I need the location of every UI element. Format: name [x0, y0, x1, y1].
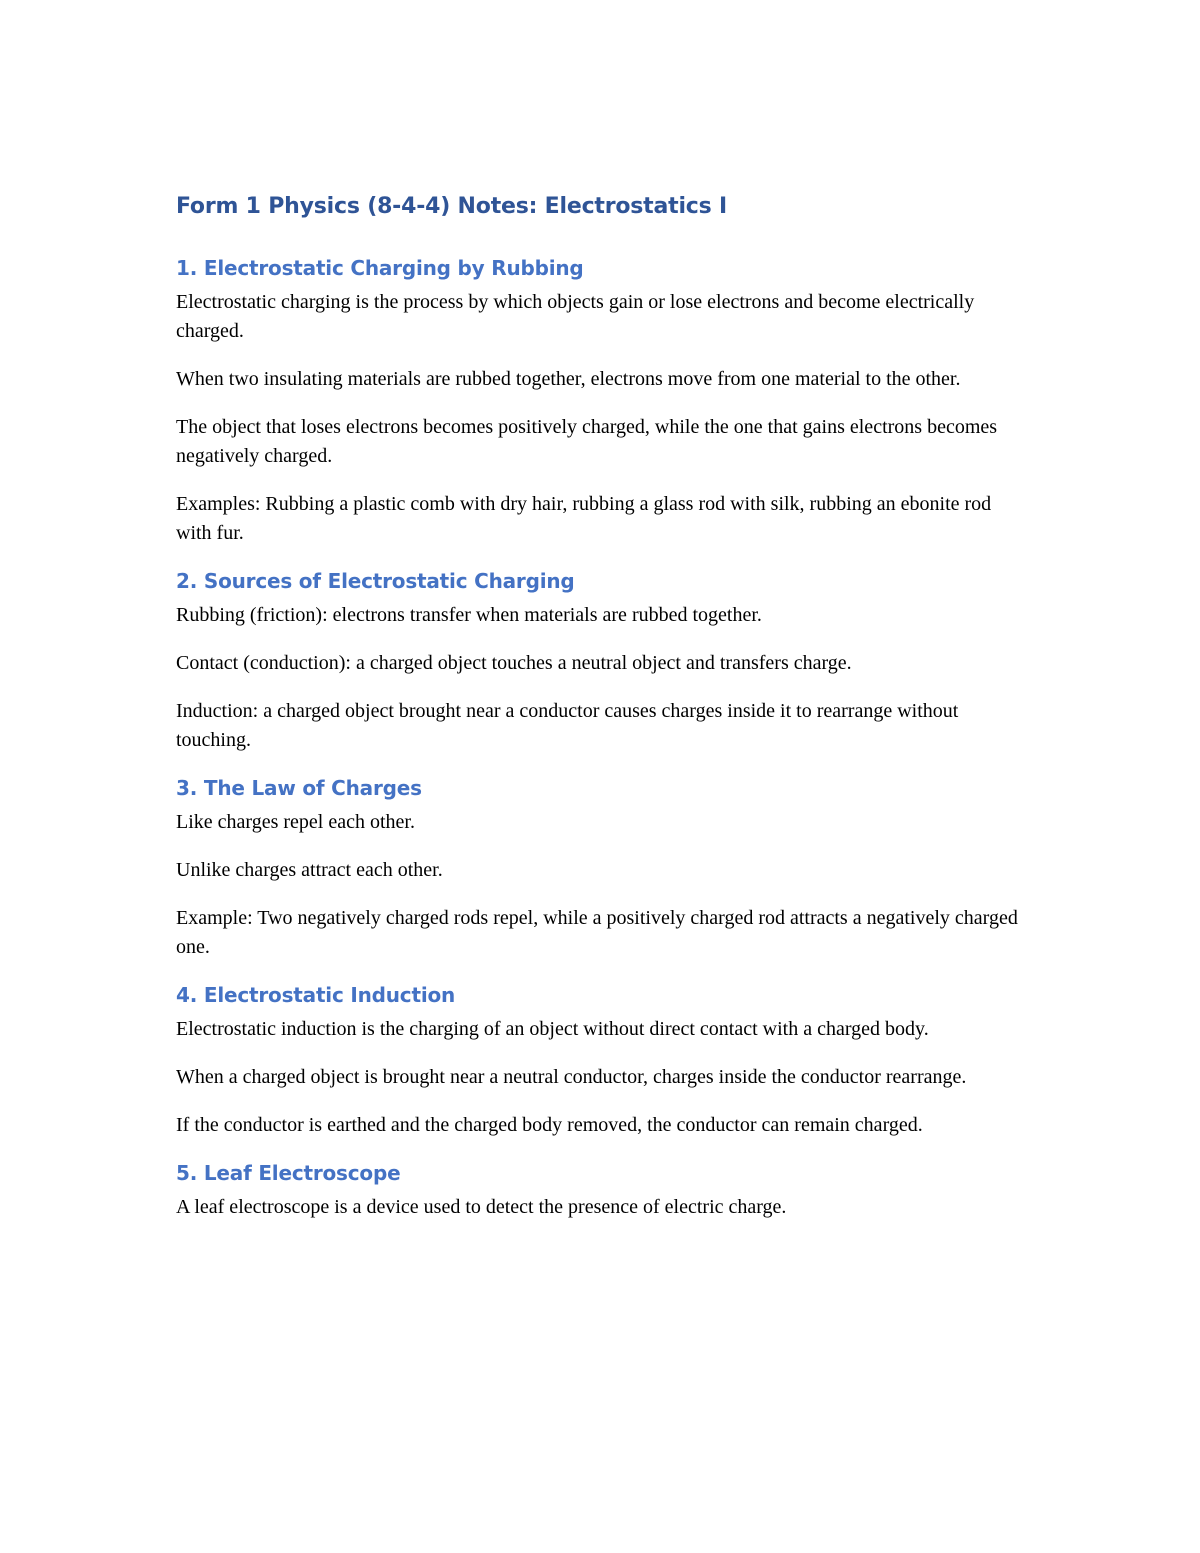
paragraph: If the conductor is earthed and the charged body removed, the conductor can remain charged. — [176, 1114, 923, 1136]
paragraph: Electrostatic induction is the charging of an object without direct contact with a charged body. — [176, 1018, 929, 1040]
paragraph: Electrostatic charging is the process by which objects gain or lose electrons and become electrically charged. — [176, 291, 975, 342]
section-electrostatic-induction — [176, 981, 1026, 1140]
paragraph: Rubbing (friction): electrons transfer when materials are rubbed together. — [176, 604, 762, 626]
section-law-of-charges — [176, 774, 1026, 962]
section-heading: 3. The Law of Charges — [176, 776, 422, 800]
section-heading: 5. Leaf Electroscope — [176, 1161, 401, 1185]
section-heading: 2. Sources of Electrostatic Charging — [176, 569, 575, 593]
paragraph: A leaf electroscope is a device used to detect the presence of electric charge. — [176, 1196, 787, 1218]
paragraph: Example: Two negatively charged rods repel, while a positively charged rod attracts a negatively charged one. — [176, 907, 1018, 958]
section-heading: 1. Electrostatic Charging by Rubbing — [176, 256, 584, 280]
paragraph: Contact (conduction): a charged object touches a neutral object and transfers charge. — [176, 652, 852, 674]
section-charging-by-rubbing — [176, 254, 1026, 548]
section-leaf-electroscope — [176, 1159, 1026, 1222]
paragraph: Examples: Rubbing a plastic comb with dry hair, rubbing a glass rod with silk, rubbing an ebonite rod with fur. — [176, 493, 992, 544]
section-sources-of-charging — [176, 567, 1026, 755]
document-title: Form 1 Physics (8-4-4) Notes: Electrostatics I — [176, 194, 727, 219]
paragraph: When two insulating materials are rubbed together, electrons move from one material to the other. — [176, 368, 961, 390]
paragraph: The object that loses electrons becomes positively charged, while the one that gains electrons becomes negatively charged. — [176, 416, 998, 467]
document-body — [176, 190, 1026, 1241]
paragraph: Like charges repel each other. — [176, 811, 415, 833]
paragraph: Unlike charges attract each other. — [176, 859, 443, 881]
paragraph: When a charged object is brought near a neutral conductor, charges inside the conductor rearrange. — [176, 1066, 967, 1088]
section-heading: 4. Electrostatic Induction — [176, 983, 456, 1007]
paragraph: Induction: a charged object brought near a conductor causes charges inside it to rearrange without touching. — [176, 700, 959, 751]
